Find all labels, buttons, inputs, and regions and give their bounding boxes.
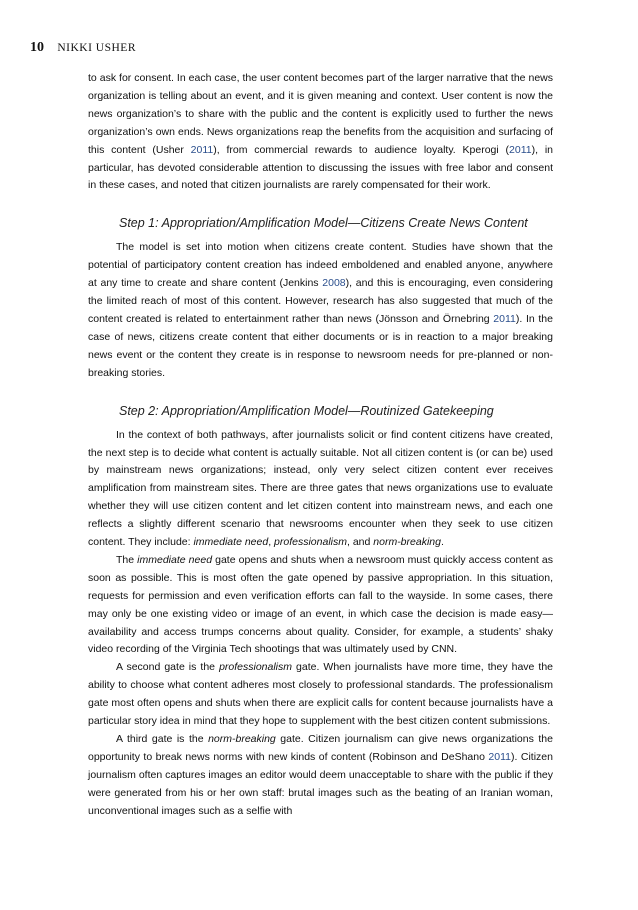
paragraph-professionalism <box>88 659 553 731</box>
text-run: ), in particular, has devoted considerable attention to discussing the issues with free labor and consent in these cases, and noted that citizen journalists are rarely compensated for their work. <box>88 143 553 192</box>
term-immediate-need: immediate need <box>193 536 269 549</box>
page-number: 10 <box>30 40 44 55</box>
paragraph-gates-intro <box>88 427 553 552</box>
body-text <box>88 70 553 821</box>
section-heading-step-2: Step 2: Appropriation/Amplification Model—Routinized Gatekeeping <box>119 403 494 418</box>
citation-link-kperogi-2011[interactable]: 2011 <box>509 143 532 156</box>
paragraph-immediate-need <box>88 552 553 659</box>
term-professionalism: professionalism <box>219 661 293 674</box>
term-norm-breaking: norm-breaking <box>373 536 441 549</box>
paragraph-norm-breaking <box>88 731 553 821</box>
term-professionalism: professionalism <box>274 536 347 549</box>
citation-link-jenkins-2008[interactable]: 2008 <box>322 277 346 290</box>
text-run: gate. When journalists have more time, they have the ability to choose what content adheres most closely to professional standards. The professionalism gate most often opens and shuts when there are explicit calls for content because journalists have a particular story idea in mind that they hope to supplement with the best citizen content submissions. <box>88 661 554 728</box>
term-norm-breaking: norm-breaking <box>208 733 276 745</box>
text-run: A third gate is the <box>116 733 209 745</box>
text-run: ). In the case of news, citizens create content that either documents or is in reaction to a major breaking news event or the content they create is in response to newsroom needs for pre-planned or non-breaking stories. <box>88 312 553 379</box>
text-run: ), from commercial rewards to audience loyalty. Kperogi ( <box>213 143 510 156</box>
running-header <box>30 40 136 56</box>
text-run: The <box>116 553 138 566</box>
citation-link-usher-2011[interactable]: 2011 <box>190 143 214 156</box>
text-run: gate opens and shuts when a newsroom must quickly access content as soon as possible. This is most often the gate opened by passive appropriation. In this situation, requests for permission and even verification efforts can fall to the wayside. In some cases, there may only be one existing video or image of an event, in which case the decision is made easy—availability and access trumps concerns about quality. Consider, for example, a students’ shaky video recording of the Virginia Tech shootings that was ultimately used by CNN. <box>88 553 553 656</box>
citation-link-robinson-deshano-2011[interactable]: 2011 <box>488 750 512 763</box>
text-run: , <box>268 536 275 549</box>
running-head-author: NIKKI USHER <box>57 42 136 54</box>
text-run: A second gate is the <box>116 661 220 674</box>
citation-link-jonsson-2011[interactable]: 2011 <box>493 312 516 325</box>
text-run: ). Citizen journalism often captures images an editor would deem unacceptable to share with the public if they were generated from his or her own staff: brutal images such as the beating of an Iranian woman, unconventional images such as a selfie with <box>88 750 553 817</box>
text-run: . <box>440 536 444 549</box>
term-immediate-need: immediate need <box>137 553 213 566</box>
text-run: In the context of both pathways, after journalists solicit or find content citizens have created, the next step is to decide what content is actually suitable. Not all citizen content is (or can be) used by mainstream news organizations; instead, only very select citizen content ever receives amplification from mainstream sites. There are three gates that news organizations use to evaluate whether they will use citizen content and let citizen content into mainstream news, and each one reflects a slightly different scenario that newsrooms encounter when they seek to use citizen content. They include: <box>88 428 553 549</box>
text-run: The model is set into motion when citizens create content. Studies have shown that the potential of participatory content creation has indeed emboldened and enabled anyone, anywhere at any time to create and share content (Jenkins <box>88 241 553 290</box>
text-run: , and <box>346 536 374 549</box>
text-run: to ask for consent. In each case, the user content becomes part of the larger narrative that the news organization is telling about an event, and it is given meaning and context. User content is now the news organization’s to share with the public and the content is explicitly used to further the news organization’s own ends. News organizations reap the benefits from the acquisition and surfacing of this content (Usher <box>88 72 553 156</box>
paragraph-consent <box>88 70 553 195</box>
text-run: ), and this is encouraging, even considering the limited reach of most of this content. However, research has also suggested that much of the content created is related to entertainment rather than news (Jönsson and Örnebring <box>88 277 553 325</box>
paragraph-step-1 <box>88 239 553 382</box>
section-heading-step-1: Step 1: Appropriation/Amplification Model—Citizens Create News Content <box>119 216 528 231</box>
text-run: gate. Citizen journalism can give news organizations the opportunity to break news norms with new kinds of content (Robinson and DeShano <box>88 733 553 763</box>
